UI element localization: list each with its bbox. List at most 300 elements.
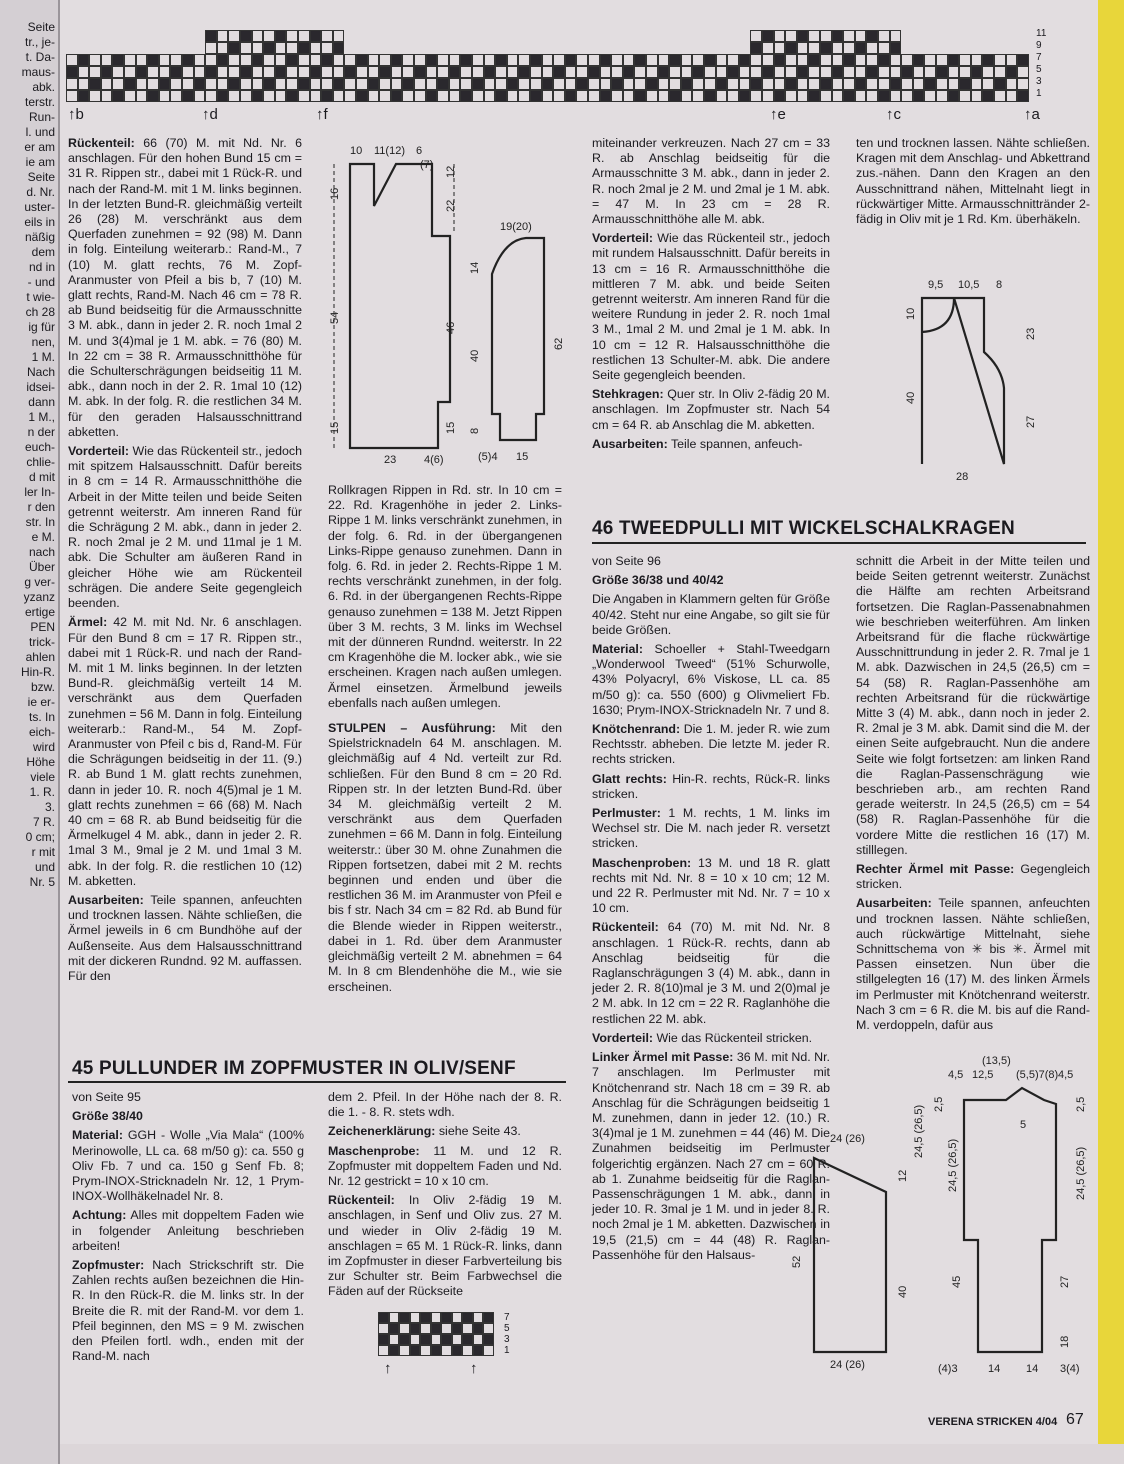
chart-cell [420, 1312, 431, 1323]
chart-cell [441, 1323, 452, 1334]
paragraph [592, 592, 830, 638]
schematic-raglan-back [786, 1104, 925, 1372]
chart-cell [982, 66, 994, 78]
spine-text-line: eich- [28, 725, 55, 739]
chart-cell [228, 78, 240, 90]
chart-cell [936, 54, 948, 66]
chart-cell [310, 66, 322, 78]
chart-cell [913, 78, 925, 90]
paragraph [328, 1124, 562, 1139]
chart-cell [410, 1334, 421, 1345]
spine-text-line: dann [28, 395, 55, 409]
chart-cell [298, 90, 310, 102]
chart-cell [89, 54, 101, 66]
chart-cell [426, 78, 438, 90]
text: von Seite 96 [592, 554, 661, 568]
chart-cell [518, 78, 530, 90]
spine-text-line: 1 M. [31, 350, 55, 364]
chart-cell [843, 30, 855, 42]
chart-cell [378, 1323, 389, 1334]
spine-text-line: Seite [27, 170, 55, 184]
chart-cell [890, 42, 902, 54]
chart-cell [843, 90, 855, 102]
chart-cell [441, 1345, 452, 1356]
chart-cell [495, 78, 507, 90]
chart-cell [473, 1334, 484, 1345]
chart-cell [565, 90, 577, 102]
label: Rückenteil: [68, 136, 135, 150]
chart-cell [600, 90, 612, 102]
chart-cell [634, 78, 646, 90]
chart-cell [1017, 66, 1029, 78]
spine-text-line: euch- [24, 440, 55, 454]
dim-label: 52 [791, 1255, 803, 1268]
label: Ausarbeiten: [68, 892, 144, 907]
chart-cell [452, 1312, 463, 1323]
chart-cell [101, 66, 113, 78]
dim-label: 40 [469, 349, 481, 362]
chart-cell [901, 78, 913, 90]
chart-cell [159, 90, 171, 102]
schematic-sleeve [466, 214, 586, 474]
chart-cell [449, 54, 461, 66]
chart-cell [832, 66, 844, 78]
chart-cell [808, 54, 820, 66]
label: Linker Ärmel mit Passe: [592, 1050, 734, 1065]
chart-cell [588, 66, 600, 78]
text: 36 M. mit Nd. Nr. 7 anschlagen. Im Perlmuster mit Knötchenrand str. Nach 18 cm = 39 R. ab Anschlag für die Schrägungen beidseitig 1 M. zunehmen, dann in jeder 12. (10.) R. 3(4)mal je 1 M. zunehmen = 44 (46) M. Die Zunahmen beidseitig im Perlmuster folgerichtig ergänzen. Nach 27 cm = 60 R. ab 1. Zunahme beidseitig für die Raglan-Passenschrägungen 1 M. abk., dann in jeder 10. R. 3mal je 1 M. und in jeder 8. R. noch 2mal je 1 M. abketten. Dazwischen in 19,5 (21,5) cm = 44 (48) R. Raglan-Passenhöhe für den Halsaus- [592, 1050, 830, 1262]
chart-cell [611, 90, 623, 102]
chart-cell [333, 66, 345, 78]
chart-cell [379, 66, 391, 78]
chart-cell [600, 78, 612, 90]
chart-cell [217, 90, 229, 102]
chart-cell [410, 1323, 421, 1334]
chart-cell [147, 90, 159, 102]
chart-cell [205, 30, 217, 42]
row-number: 9 [1036, 40, 1042, 51]
section-45-col2 [328, 1090, 562, 1304]
col1-text [68, 136, 302, 988]
spine-text-line: maus- [21, 65, 55, 79]
chart-cell [646, 78, 658, 90]
chart-arrow-c: ↑c [886, 106, 901, 123]
chart-cell [379, 90, 391, 102]
spine-text-line: yzanz [23, 590, 55, 604]
section-46-title: 46 TWEEDPULLI MIT WICKELSCHALKRAGEN [592, 518, 1015, 539]
chart-cell [275, 78, 287, 90]
chart-cell [762, 30, 774, 42]
chart-cell [600, 66, 612, 78]
chart-cell [855, 66, 867, 78]
dim-label: 10,5 [958, 279, 980, 291]
spine-text-line: PEN [30, 620, 55, 634]
chart-cell [1006, 66, 1018, 78]
chart-cell [414, 90, 426, 102]
spine-text-line: dem [31, 245, 55, 259]
chart-cell [820, 78, 832, 90]
chart-cell [797, 54, 809, 66]
chart-cell [727, 78, 739, 90]
chart-cell [611, 54, 623, 66]
chart-cell [634, 54, 646, 66]
text: Alles mit doppeltem Faden wie in folgender Anleitung beschrieben arbeiten! [72, 1208, 304, 1253]
chart-cell [410, 1345, 421, 1356]
spine-text-line: 1 M., [28, 410, 55, 424]
chart-cell [263, 66, 275, 78]
dim-label: 24,5 (26,5) [1075, 1146, 1087, 1200]
chart-cell [136, 90, 148, 102]
chart-cell [356, 78, 368, 90]
chart-arrow-b: ↑b [68, 106, 84, 123]
text: Wie das Rückenteil str., jedoch mit rundem Halsausschnitt. Dafür bereits in 13 cm = 16 R. Armausschnitthöhe die mittleren 7 M. abk. und beide Seiten getrennt weiterstr. Am inneren Rand für die weitere Rundung in jeder 2. R. noch 1mal 3 M., 1mal 2 M. und 2mal je 1 M. abk. In 10 cm = 12 R. Halsausschnitthöhe die restlichen 13 Schulter-M. abk. Die andere Seite gegengleich beenden. [592, 231, 830, 383]
chart-cell [147, 78, 159, 90]
chart-cell [66, 54, 78, 66]
chart-cell [483, 1323, 494, 1334]
chart-cell [623, 66, 635, 78]
dim-label: 24 (26) [830, 1133, 865, 1145]
label: Maschenprobe: [328, 1143, 420, 1158]
magazine-footer: VERENA STRICKEN 4/04 [928, 1416, 1058, 1428]
chart-cell [170, 90, 182, 102]
chart-cell [378, 1345, 389, 1356]
chart-cell [762, 66, 774, 78]
spine-text-line: Seite [27, 20, 55, 34]
dim-label: 19(20) [500, 221, 532, 233]
spine-text-line: 7 R. [32, 815, 55, 829]
chart-cell [275, 42, 287, 54]
chart-cell [402, 78, 414, 90]
chart-cell [437, 78, 449, 90]
spine-text-line: d. Nr. [26, 185, 55, 199]
chart-cell [391, 54, 403, 66]
chart-cell [228, 42, 240, 54]
chart-cell [739, 66, 751, 78]
chart-cell [750, 42, 762, 54]
chart-cell [785, 66, 797, 78]
chart-cell [286, 54, 298, 66]
chart-cell [449, 66, 461, 78]
chart-cell [460, 54, 472, 66]
row-number: 11 [1036, 28, 1047, 39]
chart-cell [379, 54, 391, 66]
spine-text-line: e M. [31, 530, 55, 544]
chart-cell [310, 78, 322, 90]
chart-cell [263, 54, 275, 66]
dim-label: 10 [905, 307, 917, 320]
chart-cell [420, 1345, 431, 1356]
spine-text-line: ch 28 [25, 305, 55, 319]
spine-text-line: idsei- [26, 380, 55, 394]
chart-cell [286, 30, 298, 42]
chart-cell [565, 54, 577, 66]
chart-cell [483, 1334, 494, 1345]
chart-cell [588, 78, 600, 90]
chart-cell [462, 1323, 473, 1334]
chart-cell [298, 78, 310, 90]
knitting-chart-small [378, 1312, 498, 1358]
chart-cell [112, 78, 124, 90]
chart-cell [263, 30, 275, 42]
spine-text-line: eils in [24, 215, 55, 229]
spine-text-line: näßig [24, 230, 55, 244]
chart-cell [399, 1345, 410, 1356]
chart-cell [473, 1312, 484, 1323]
text: Wie das Rückenteil stricken. [653, 1030, 813, 1045]
chart-cell [971, 54, 983, 66]
chart-cell [542, 66, 554, 78]
paragraph [592, 1031, 830, 1046]
chart-cell [431, 1345, 442, 1356]
chart-cell [252, 78, 264, 90]
chart-cell [240, 66, 252, 78]
chart-cell [832, 90, 844, 102]
paragraph [72, 1258, 304, 1364]
row-number: 7 [504, 1312, 510, 1323]
spine-text-line: nen, [31, 335, 55, 349]
chart-cell [878, 66, 890, 78]
chart-cell [298, 42, 310, 54]
chart-cell [240, 42, 252, 54]
dim-label: 54 [329, 311, 341, 324]
spine-text-line: uster- [24, 200, 55, 214]
chart-cell [681, 90, 693, 102]
label: Vorderteil: [68, 444, 130, 459]
chart-cell [286, 90, 298, 102]
chart-cell [1017, 90, 1029, 102]
spine-text-line: ertige [24, 605, 55, 619]
chart-cell [750, 78, 762, 90]
label: Zeichenerklärung: [328, 1124, 436, 1139]
dim-label: 14 [988, 1363, 1001, 1375]
chart-cell [344, 90, 356, 102]
paragraph [72, 1208, 304, 1254]
chart-cell [182, 90, 194, 102]
spine-text-line: ahlen [25, 650, 55, 664]
chart-cell [878, 90, 890, 102]
chart-cell [507, 78, 519, 90]
chart-cell [797, 66, 809, 78]
dim-label: 27 [1025, 415, 1037, 428]
chart-cell [808, 78, 820, 90]
text: Teile spannen, anfeuchten und trocknen lassen. Nähte schließen, die Ärmel jeweils in 6 cm Bundhöhe auf der Außenseite. Aus dem Halsausschnittrand mit der dickeren Rundnd. 92 M. auffassen. Für den [68, 892, 302, 983]
text: schnitt die Arbeit in der Mitte teilen und beide Seiten getrennt weiterstr. Zunächst die Hälfte am rechten Arbeitsrand fortsetzen. Die Raglan-Passenabnahmen wie beschrieben weiterführen. Am linken Arbeitsrand für die flache rückwärtige Ausschnittrundung in jeder 2. R. 7mal je 1 M. abk. Dazwischen in 24,5 (26,5) cm = 54 (58) R. Raglan-Passenhöhe am rechten Arbeitsrand für die rückwärtige Mitte 3 (4) M. abk., dann noch in jeder 2. R. 2mal je 3 M. abk. Damit sind die M. der einen Seite aufgebraucht. Nun die andere Seite wie folgt fortsetzen: am linken Rand die Raglan-Passenschrägung wie beschrieben arb., am rechten Rand gerade weiterstr. In 24,5 (26,5) cm = 54 (58) R. Raglan-Passenhöhe für die vordere Mitte die restlichen 16 (17) M. stilllegen. [856, 554, 1090, 857]
chart-cell [431, 1312, 442, 1323]
chart-cell [321, 78, 333, 90]
chart-cell [762, 42, 774, 54]
chart-cell [1006, 90, 1018, 102]
chart-cell [774, 42, 786, 54]
chart-cell [473, 1323, 484, 1334]
chart-cell [368, 54, 380, 66]
chart-cell [124, 90, 136, 102]
chart-cell [484, 78, 496, 90]
dim-label: 15 [516, 451, 529, 463]
chart-cell [681, 54, 693, 66]
spine-text-line: Über [28, 560, 55, 574]
chart-cell [333, 78, 345, 90]
chart-cell [460, 66, 472, 78]
chart-cell [913, 54, 925, 66]
chart-cell [623, 90, 635, 102]
chart-arrow-d: ↑d [202, 106, 218, 123]
chart-cell [240, 54, 252, 66]
dim-label: 22 [445, 199, 457, 212]
label: Material: [592, 642, 643, 657]
chart-cell [391, 66, 403, 78]
chart-cell [112, 66, 124, 78]
chart-cell [333, 30, 345, 42]
paragraph [592, 856, 830, 917]
label: Perlmuster: [592, 806, 661, 821]
chart-cell [170, 78, 182, 90]
chart-cell [542, 90, 554, 102]
chart-cell [344, 78, 356, 90]
text: 42 M. mit Nd. Nr. 6 anschlagen. Für den Bund 8 cm = 17 R. Rippen str., dabei mit 1 Rück-R. und nach der Rand-M. mit 1 M. links beginnen. In der letzten Bund-R. gleichmäßig verteilt 14 M. verschränkt aus dem Querfaden zunehmen = 56 M. Dann in folg. Einteilung weiterarb.: Rand-M., 54 M. Zopf-Aranmuster von Pfeil c bis d, Rand-M. Für die Schrägungen beidseitig in der 11. (9.) R. ab Bund 1 M. glatt rechts zunehmen, dann in jeder 10. R. noch 4(5)mal je 1 M. glatt rechts zunehmen = 66 (68) M. Nach 40 cm = 68 R. ab Bund beidseitig für die Ärmelkugel 4 M. abk., dann in jeder 2. R. 1mal 3 M., 9mal je 2 M. und 1mal 3 M. abk. In der folg. R. die restlichen 10 (12) M. abketten. [68, 615, 302, 888]
chart-cell [147, 66, 159, 78]
chart-cell [298, 54, 310, 66]
chart-cell [484, 90, 496, 102]
chart-cell [553, 90, 565, 102]
chart-cell [228, 54, 240, 66]
label: Ärmel: [68, 615, 108, 630]
chart-cell [739, 54, 751, 66]
dim-label: 14 [1026, 1363, 1039, 1375]
chart-cell [263, 90, 275, 102]
chart-cell [692, 54, 704, 66]
chart-cell [414, 54, 426, 66]
chart-cell [576, 90, 588, 102]
chart-cell [252, 54, 264, 66]
chart-cell [959, 78, 971, 90]
label: Rechter Ärmel mit Passe: [856, 862, 1015, 877]
chart-cell [936, 90, 948, 102]
chart-cell [124, 66, 136, 78]
chart-cell [936, 78, 948, 90]
label: Vorderteil: [592, 231, 654, 246]
chart-cell [472, 78, 484, 90]
chart-cell [410, 1312, 421, 1323]
chart-cell [194, 66, 206, 78]
text: Wie das Rückenteil str., jedoch mit spitzem Halsausschnitt. Dafür bereits in 8 cm = 14 R. Armausschnitthöhe die Arbeit in der Mitte teilen und beide Seiten getrennt weiterstr. Am inneren Rand für die Schrägung 2 M. abk., dann in jeder 2. R. noch 2mal je 2 M. und 11mal je 1 M. abk. Die Schulter am äußeren Rand in gleicher Höhe wie am Rückenteil schrägen. Die andere Seite gegengleich beenden. [68, 444, 302, 611]
spine-text-line: tr., je- [24, 35, 55, 49]
chart-cell [170, 54, 182, 66]
chart-cell [1017, 78, 1029, 90]
text: 1 M. rechts, 1 M. links im Wechsel str. Die M. nach jeder R. versetzt stricken. [592, 806, 830, 851]
chart-cell [263, 42, 275, 54]
spine-text-line: r mit [31, 845, 55, 859]
chart-cell [797, 90, 809, 102]
chart-cell [194, 78, 206, 90]
label: Rückenteil: [592, 920, 659, 935]
chart-cell [553, 54, 565, 66]
chart-cell [101, 78, 113, 90]
chart-cell [866, 54, 878, 66]
dim-label: 45 [951, 1275, 963, 1288]
dim-label: 46 [445, 321, 457, 334]
dim-label: 12 [897, 1169, 909, 1182]
chart-cell [518, 90, 530, 102]
chart-cell [971, 90, 983, 102]
dim-label: 4,5 [1058, 1069, 1074, 1081]
text: Teile spannen, anfeuch- [667, 436, 803, 451]
chart-cell [878, 54, 890, 66]
spine-text-line: er am [24, 140, 55, 154]
text: Schoeller + Stahl-Tweedgarn „Wonderwool Tweed“ (51% Schurwolle, 43% Polyacryl, 6% Viskose, LL ca. 85 m/50 g): ca. 550 (600) g Olivmeliert Fb. 1630; Prym-INOX-Stricknadeln Nr. 7 und 8. [592, 642, 830, 717]
spine-text-line: 0 cm; [25, 830, 55, 844]
label: Glatt rechts: [592, 771, 667, 786]
chart-cell [623, 54, 635, 66]
chart-cell [275, 54, 287, 66]
chart-cell [275, 66, 287, 78]
chart-cell [205, 78, 217, 90]
spine-text-line: n der [27, 425, 55, 439]
dim-label: 10 [350, 145, 363, 157]
spine-text-line: t. Da- [25, 50, 55, 64]
dim-label: 8 [996, 279, 1003, 291]
chart-cell [310, 42, 322, 54]
chart-cell [518, 66, 530, 78]
label: Ausarbeiten: [592, 436, 668, 451]
text: ten und trocknen lassen. Nähte schließen. Kragen mit dem Anschlag- und Abkettrand zus.-nähen. Dann den Kragen an den Ausschnittrand nähen, Mittelnaht liegt in rückwärtiger Mitte. Armausschnittränder 2-fädig in Oliv mit je 1 Rd. Km. überhäkeln. [856, 136, 1090, 227]
chart-cell [252, 90, 264, 102]
chart-cell [542, 78, 554, 90]
chart-cell [808, 90, 820, 102]
chart-cell [797, 42, 809, 54]
row-number: 3 [504, 1334, 510, 1345]
chart-cell [1006, 54, 1018, 66]
schematic-vest-front [892, 268, 1062, 488]
chart-cell [124, 78, 136, 90]
chart-cell [704, 78, 716, 90]
chart-cell [855, 54, 867, 66]
section-45-col1 [72, 1090, 304, 1368]
chart-cell [774, 78, 786, 90]
chart-cell [217, 42, 229, 54]
chart-cell [473, 1345, 484, 1356]
label: Achtung: [72, 1208, 127, 1223]
spine-text-line: 1. R. [29, 785, 55, 799]
chart-cell [356, 90, 368, 102]
paragraph [856, 862, 1090, 892]
chart-cell [704, 66, 716, 78]
row-number: 3 [1036, 76, 1042, 87]
chart-cell [982, 90, 994, 102]
chart-cell [866, 66, 878, 78]
dim-label: (5)4 [478, 451, 498, 463]
spine-text-line: str. In [25, 515, 55, 529]
chart-cell [634, 66, 646, 78]
chart-cell [669, 66, 681, 78]
chart-cell [402, 66, 414, 78]
paragraph [72, 1109, 304, 1124]
chart-cell [878, 30, 890, 42]
chart-cell [379, 78, 391, 90]
chart-cell [391, 78, 403, 90]
chart-cell [298, 66, 310, 78]
chart-cell [472, 54, 484, 66]
paragraph [72, 1128, 304, 1204]
chart-cell [368, 90, 380, 102]
chart-cell [89, 78, 101, 90]
spine-text-line: nd in [28, 260, 55, 274]
chart-cell [774, 66, 786, 78]
chart-cell [217, 54, 229, 66]
text: 64 (70) M. mit Nd. Nr. 8 anschlagen. 1 Rück-R. rechts, dann ab Anschlag beidseitig für die Raglanschrägungen 3 (4) M. abk., dann in jeder 2. R. 8(10)mal je 3 M. und 2(0)mal je 2 M. abk. In 12 cm = 22 R. Raglanhöhe die restlichen 22 M. abk. [592, 920, 830, 1026]
chart-cell [576, 54, 588, 66]
chart-cell [832, 30, 844, 42]
label: Vorderteil: [592, 1030, 654, 1045]
